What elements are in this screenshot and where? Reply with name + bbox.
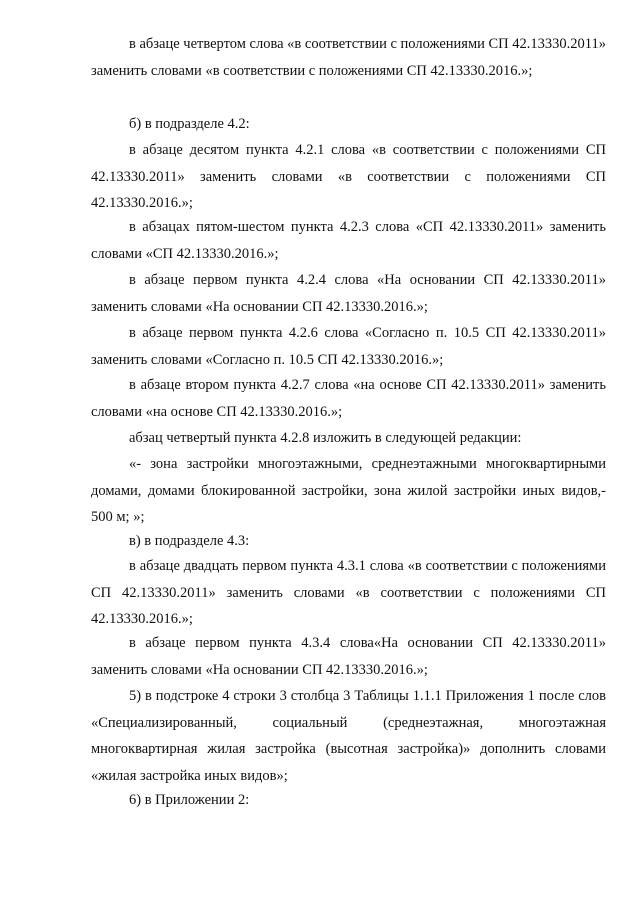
paragraph-subsection-4-2: б) в подразделе 4.2: — [129, 116, 250, 132]
paragraph-1: в абзаце четвертом слова «в соответствии с положениями СП 42.13330.2011» заменить словами «в соответствии с положениями СП 42.13330.2016.»; — [91, 36, 606, 79]
paragraph-subsection-4-3: в) в подразделе 4.3: — [129, 533, 250, 549]
paragraph-4: в абзаце первом пункта 4.2.4 слова «На основании СП 42.13330.2011» заменить словами «На основании СП 42.13330.2016.»; — [91, 272, 606, 315]
paragraph-quote: «- зона застройки многоэтажными, среднеэтажными многоквартирными домами, домами блокированной застройки, зона жилой застройки иных видов,- 500 м; »; — [91, 456, 606, 525]
paragraph-6: в абзаце втором пункта 4.2.7 слова «на основе СП 42.13330.2011» заменить словами «на основе СП 42.13330.2016.»; — [91, 377, 606, 420]
paragraph-8: в абзаце двадцать первом пункта 4.3.1 слова «в соответствии с положениями СП 42.13330.2011» заменить словами «в соответствии с положениями СП 42.13330.2016.»; — [91, 558, 606, 627]
paragraph-5: в абзаце первом пункта 4.2.6 слова «Согласно п. 10.5 СП 42.13330.2011» заменить словами «Согласно п. 10.5 СП 42.13330.2016.»; — [91, 325, 606, 368]
paragraph-item-6: 6) в Приложении 2: — [129, 792, 250, 808]
paragraph-9: в абзаце первом пункта 4.3.4 слова«На основании СП 42.13330.2011» заменить словами «На основании СП 42.13330.2016.»; — [91, 635, 606, 678]
paragraph-item-5: 5) в подстроке 4 строки 3 столбца 3 Таблицы 1.1.1 Приложения 1 после слов «Специализированный, социальный (среднеэтажная, многоэтажная многоквартирная жилая застройка (высотная застройка)» дополнить словами «жилая застройка иных видов»; — [91, 688, 606, 784]
paragraph-2: в абзаце десятом пункта 4.2.1 слова «в соответствии с положениями СП 42.13330.2011» заменить словами «в соответствии с положениями СП 42.13330.2016.»; — [91, 142, 606, 211]
paragraph-3: в абзацах пятом-шестом пункта 4.2.3 слова «СП 42.13330.2011» заменить словами «СП 42.13330.2016.»; — [91, 219, 606, 262]
paragraph-7: абзац четвертый пункта 4.2.8 изложить в следующей редакции: — [129, 430, 522, 446]
